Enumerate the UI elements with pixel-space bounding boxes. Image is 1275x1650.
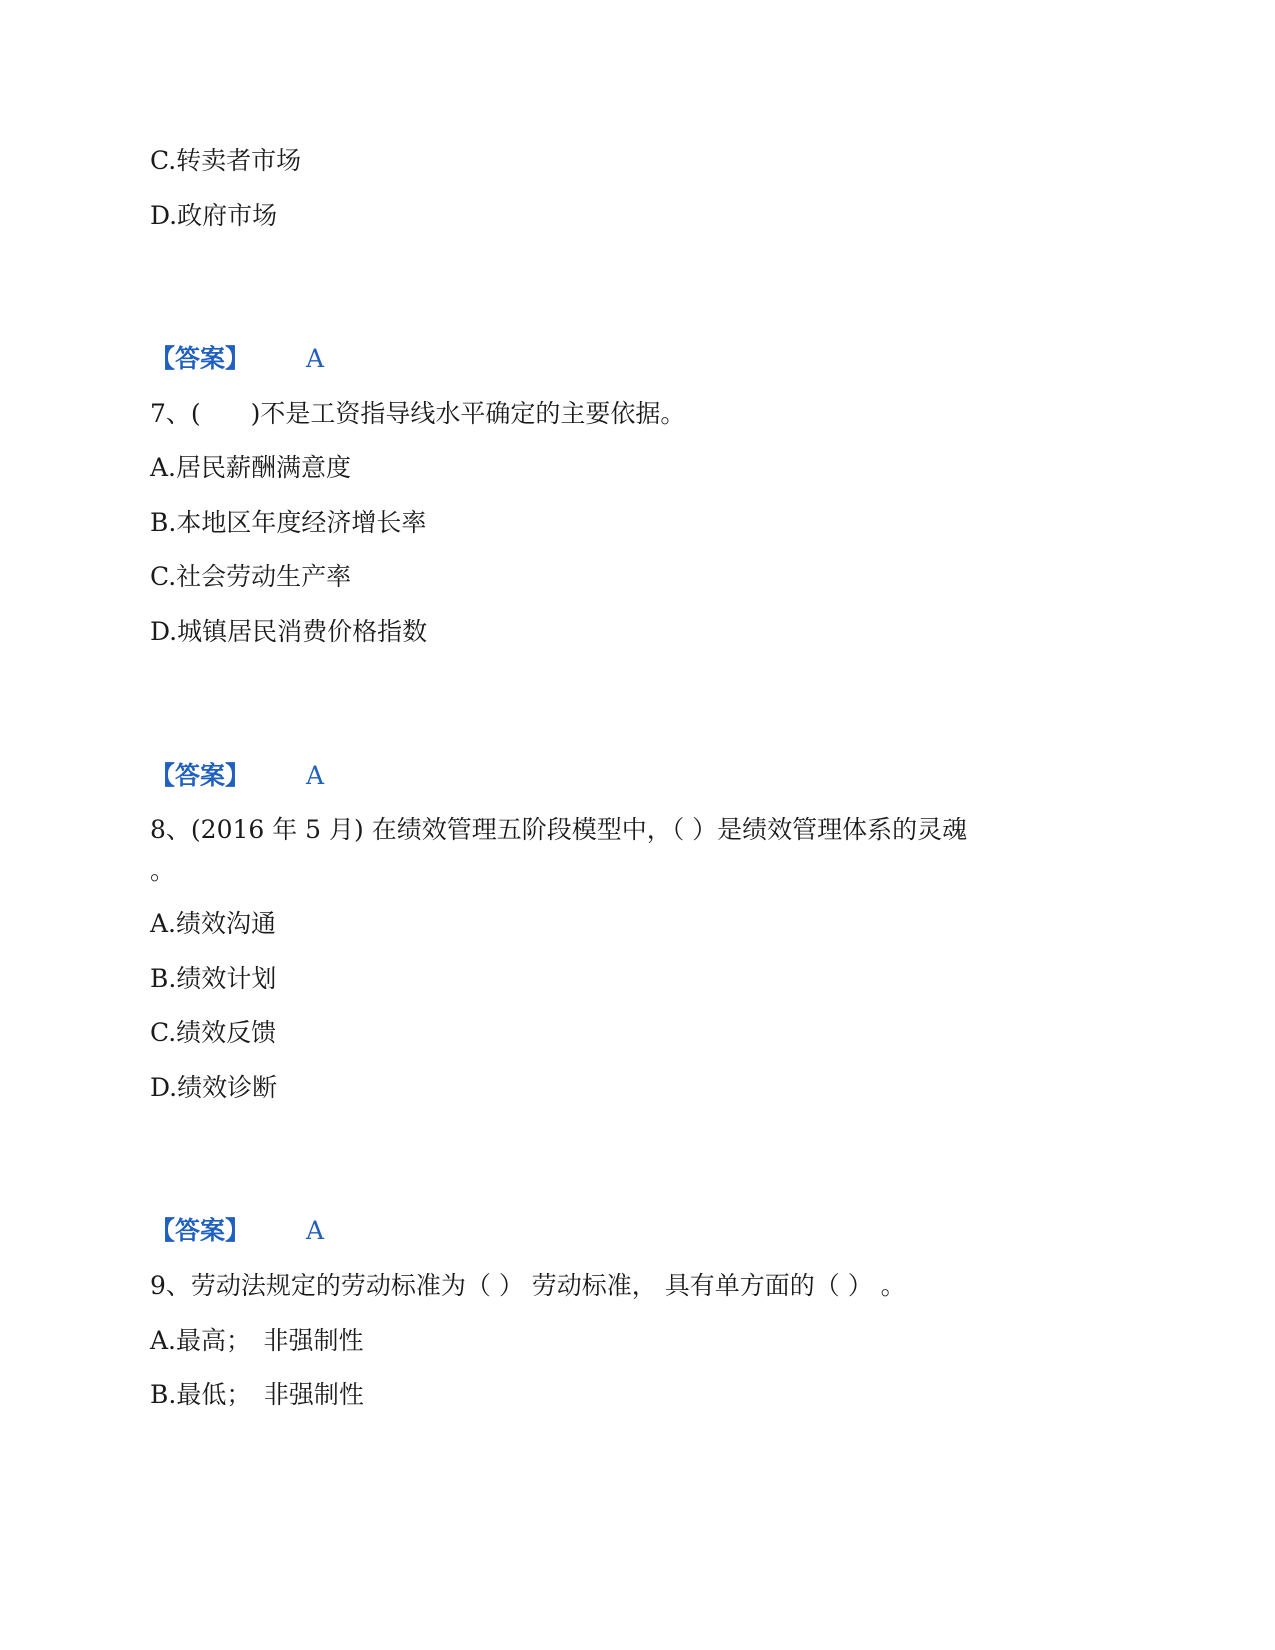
answer-8-label: 【答案】	[150, 1216, 251, 1245]
q8-option-b: B.绩效计划	[150, 964, 277, 993]
q8-stem-line-2: 。	[150, 856, 176, 885]
q9-option-b: B.最低； 非强制性	[150, 1380, 364, 1409]
answer-8-value: A	[306, 1216, 325, 1245]
answer-6-value: A	[306, 344, 325, 373]
q8-stem-line-1: 8、(2016 年 5 月) 在绩效管理五阶段模型中，（ ）是绩效管理体系的灵魂	[150, 815, 968, 844]
q8-option-d: D.绩效诊断	[150, 1073, 278, 1102]
q7-option-d: D.城镇居民消费价格指数	[150, 617, 428, 646]
q8-option-a: A.绩效沟通	[150, 909, 277, 938]
q7-stem: 7、( )不是工资指导线水平确定的主要依据。	[150, 399, 686, 428]
q9-option-a: A.最高； 非强制性	[150, 1326, 364, 1355]
answer-6-label: 【答案】	[150, 344, 251, 373]
answer-6	[150, 344, 324, 374]
q7-option-a: A.居民薪酬满意度	[150, 453, 352, 482]
q8-option-c: C.绩效反馈	[150, 1018, 277, 1047]
q6-option-d: D.政府市场	[150, 201, 278, 230]
answer-8	[150, 1216, 324, 1246]
q7-option-c: C.社会劳动生产率	[150, 562, 352, 591]
q9-stem: 9、劳动法规定的劳动标准为（ ） 劳动标准， 具有单方面的（ ） 。	[150, 1271, 906, 1300]
q6-option-c: C.转卖者市场	[150, 146, 302, 175]
answer-7-label: 【答案】	[150, 761, 251, 790]
answer-7	[150, 761, 324, 791]
q7-option-b: B.本地区年度经济增长率	[150, 508, 427, 537]
answer-7-value: A	[306, 761, 325, 790]
